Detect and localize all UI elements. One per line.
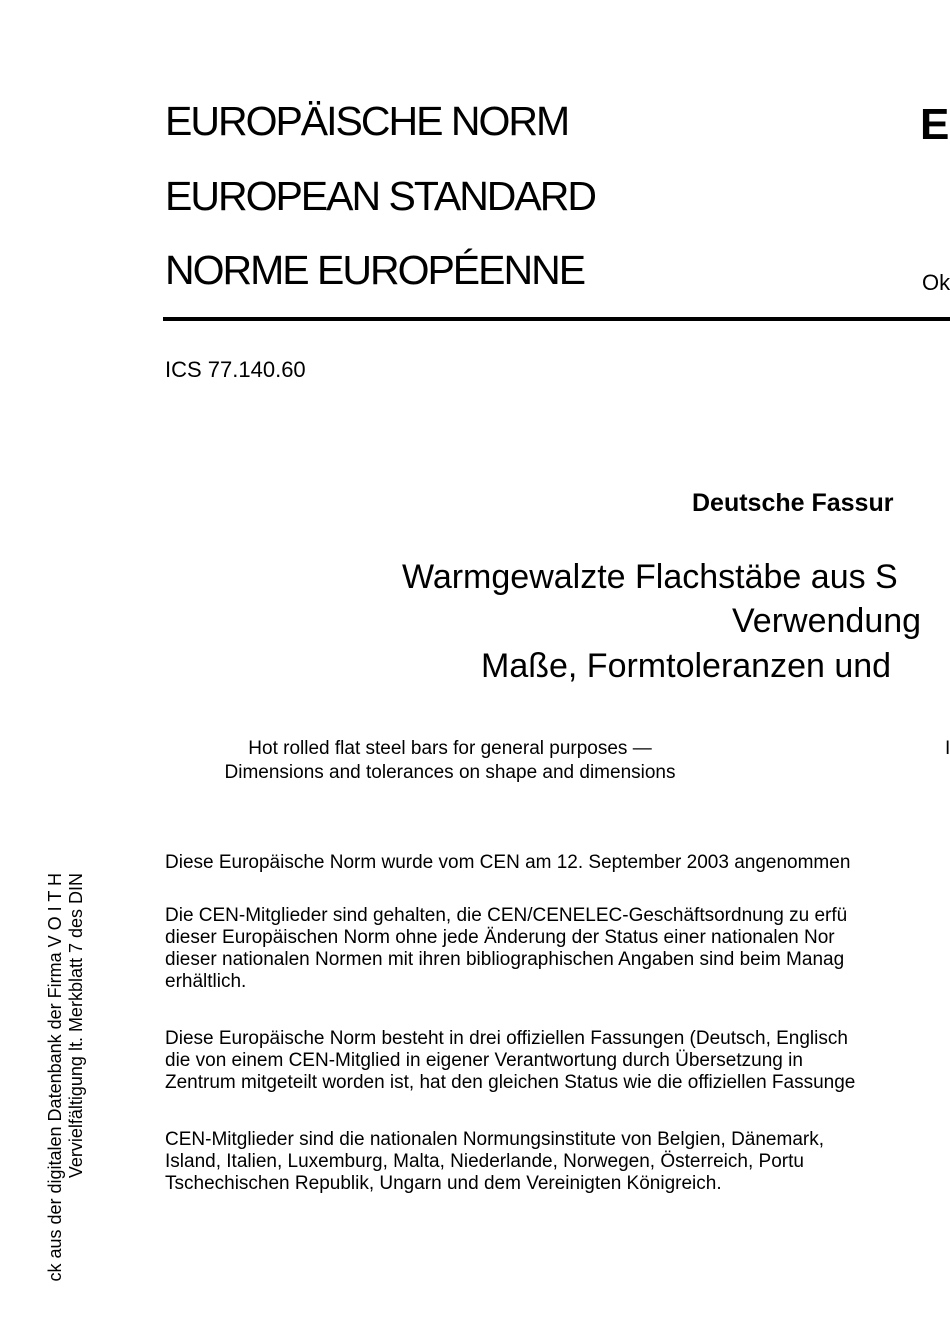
- side-note-line1: ck aus der digitalen Datenbank der Firma V O I T H: [45, 873, 65, 1282]
- paragraph-line: die von einem CEN-Mitglied in eigener Verantwortung durch Übersetzung in: [165, 1050, 803, 1071]
- norm-title-fr: NORME EUROPÉENNE: [165, 247, 585, 293]
- paragraph-line: dieser nationalen Normen mit ihren bibliographischen Angaben sind beim Manag: [165, 949, 845, 970]
- subtitle-en-line2: Dimensions and tolerances on shape and dimensions: [224, 762, 676, 783]
- norm-title-de: EUROPÄISCHE NORM: [165, 98, 569, 144]
- paragraph-line: Tschechischen Republik, Ungarn und dem Vereinigten Königreich.: [165, 1173, 722, 1194]
- paragraph-versions: [165, 1028, 950, 1094]
- subtitle-en-line1: Hot rolled flat steel bars for general purposes —: [248, 738, 652, 759]
- paragraph-line: Diese Europäische Norm wurde vom CEN am 12. September 2003 angenommen: [165, 852, 851, 873]
- title-de-line2: Verwendung: [732, 602, 922, 640]
- version-label: Deutsche Fassur: [692, 489, 894, 517]
- paragraph-line: Die CEN-Mitglieder sind gehalten, die CEN/CENELEC-Geschäftsordnung zu erfü: [165, 905, 848, 926]
- side-note-line2: Vervielfältigung lt. Merkblatt 7 des DIN: [66, 873, 86, 1179]
- norm-title-en: EUROPEAN STANDARD: [165, 173, 595, 219]
- paragraph-adoption: [165, 852, 950, 874]
- paragraph-obligations: [165, 905, 950, 993]
- paragraph-line: Diese Europäische Norm besteht in drei offiziellen Fassungen (Deutsch, Englisch: [165, 1028, 848, 1049]
- paragraph-line: dieser Europäischen Norm ohne jede Änderung der Status einer nationalen Nor: [165, 927, 835, 948]
- title-de-line3: Maße, Formtoleranzen und: [481, 647, 892, 685]
- ics-code: ICS 77.140.60: [165, 357, 306, 382]
- paragraph-line: erhältlich.: [165, 971, 247, 992]
- paragraph-line: Island, Italien, Luxemburg, Malta, Niederlande, Norwegen, Österreich, Portu: [165, 1151, 804, 1172]
- date-fragment: Ok: [922, 270, 950, 295]
- subtitle-fragment: I: [945, 738, 950, 759]
- paragraph-line: Zentrum mitgeteilt worden ist, hat den gleichen Status wie die offiziellen Fassunge: [165, 1072, 856, 1093]
- side-watermark-note: [45, 873, 87, 1343]
- header-divider: [163, 317, 950, 321]
- paragraph-line: CEN-Mitglieder sind die nationalen Normungsinstitute von Belgien, Dänemark,: [165, 1129, 824, 1150]
- standard-number-fragment: E: [920, 100, 950, 149]
- paragraph-members: [165, 1129, 950, 1195]
- title-de-line1: Warmgewalzte Flachstäbe aus S: [402, 558, 898, 596]
